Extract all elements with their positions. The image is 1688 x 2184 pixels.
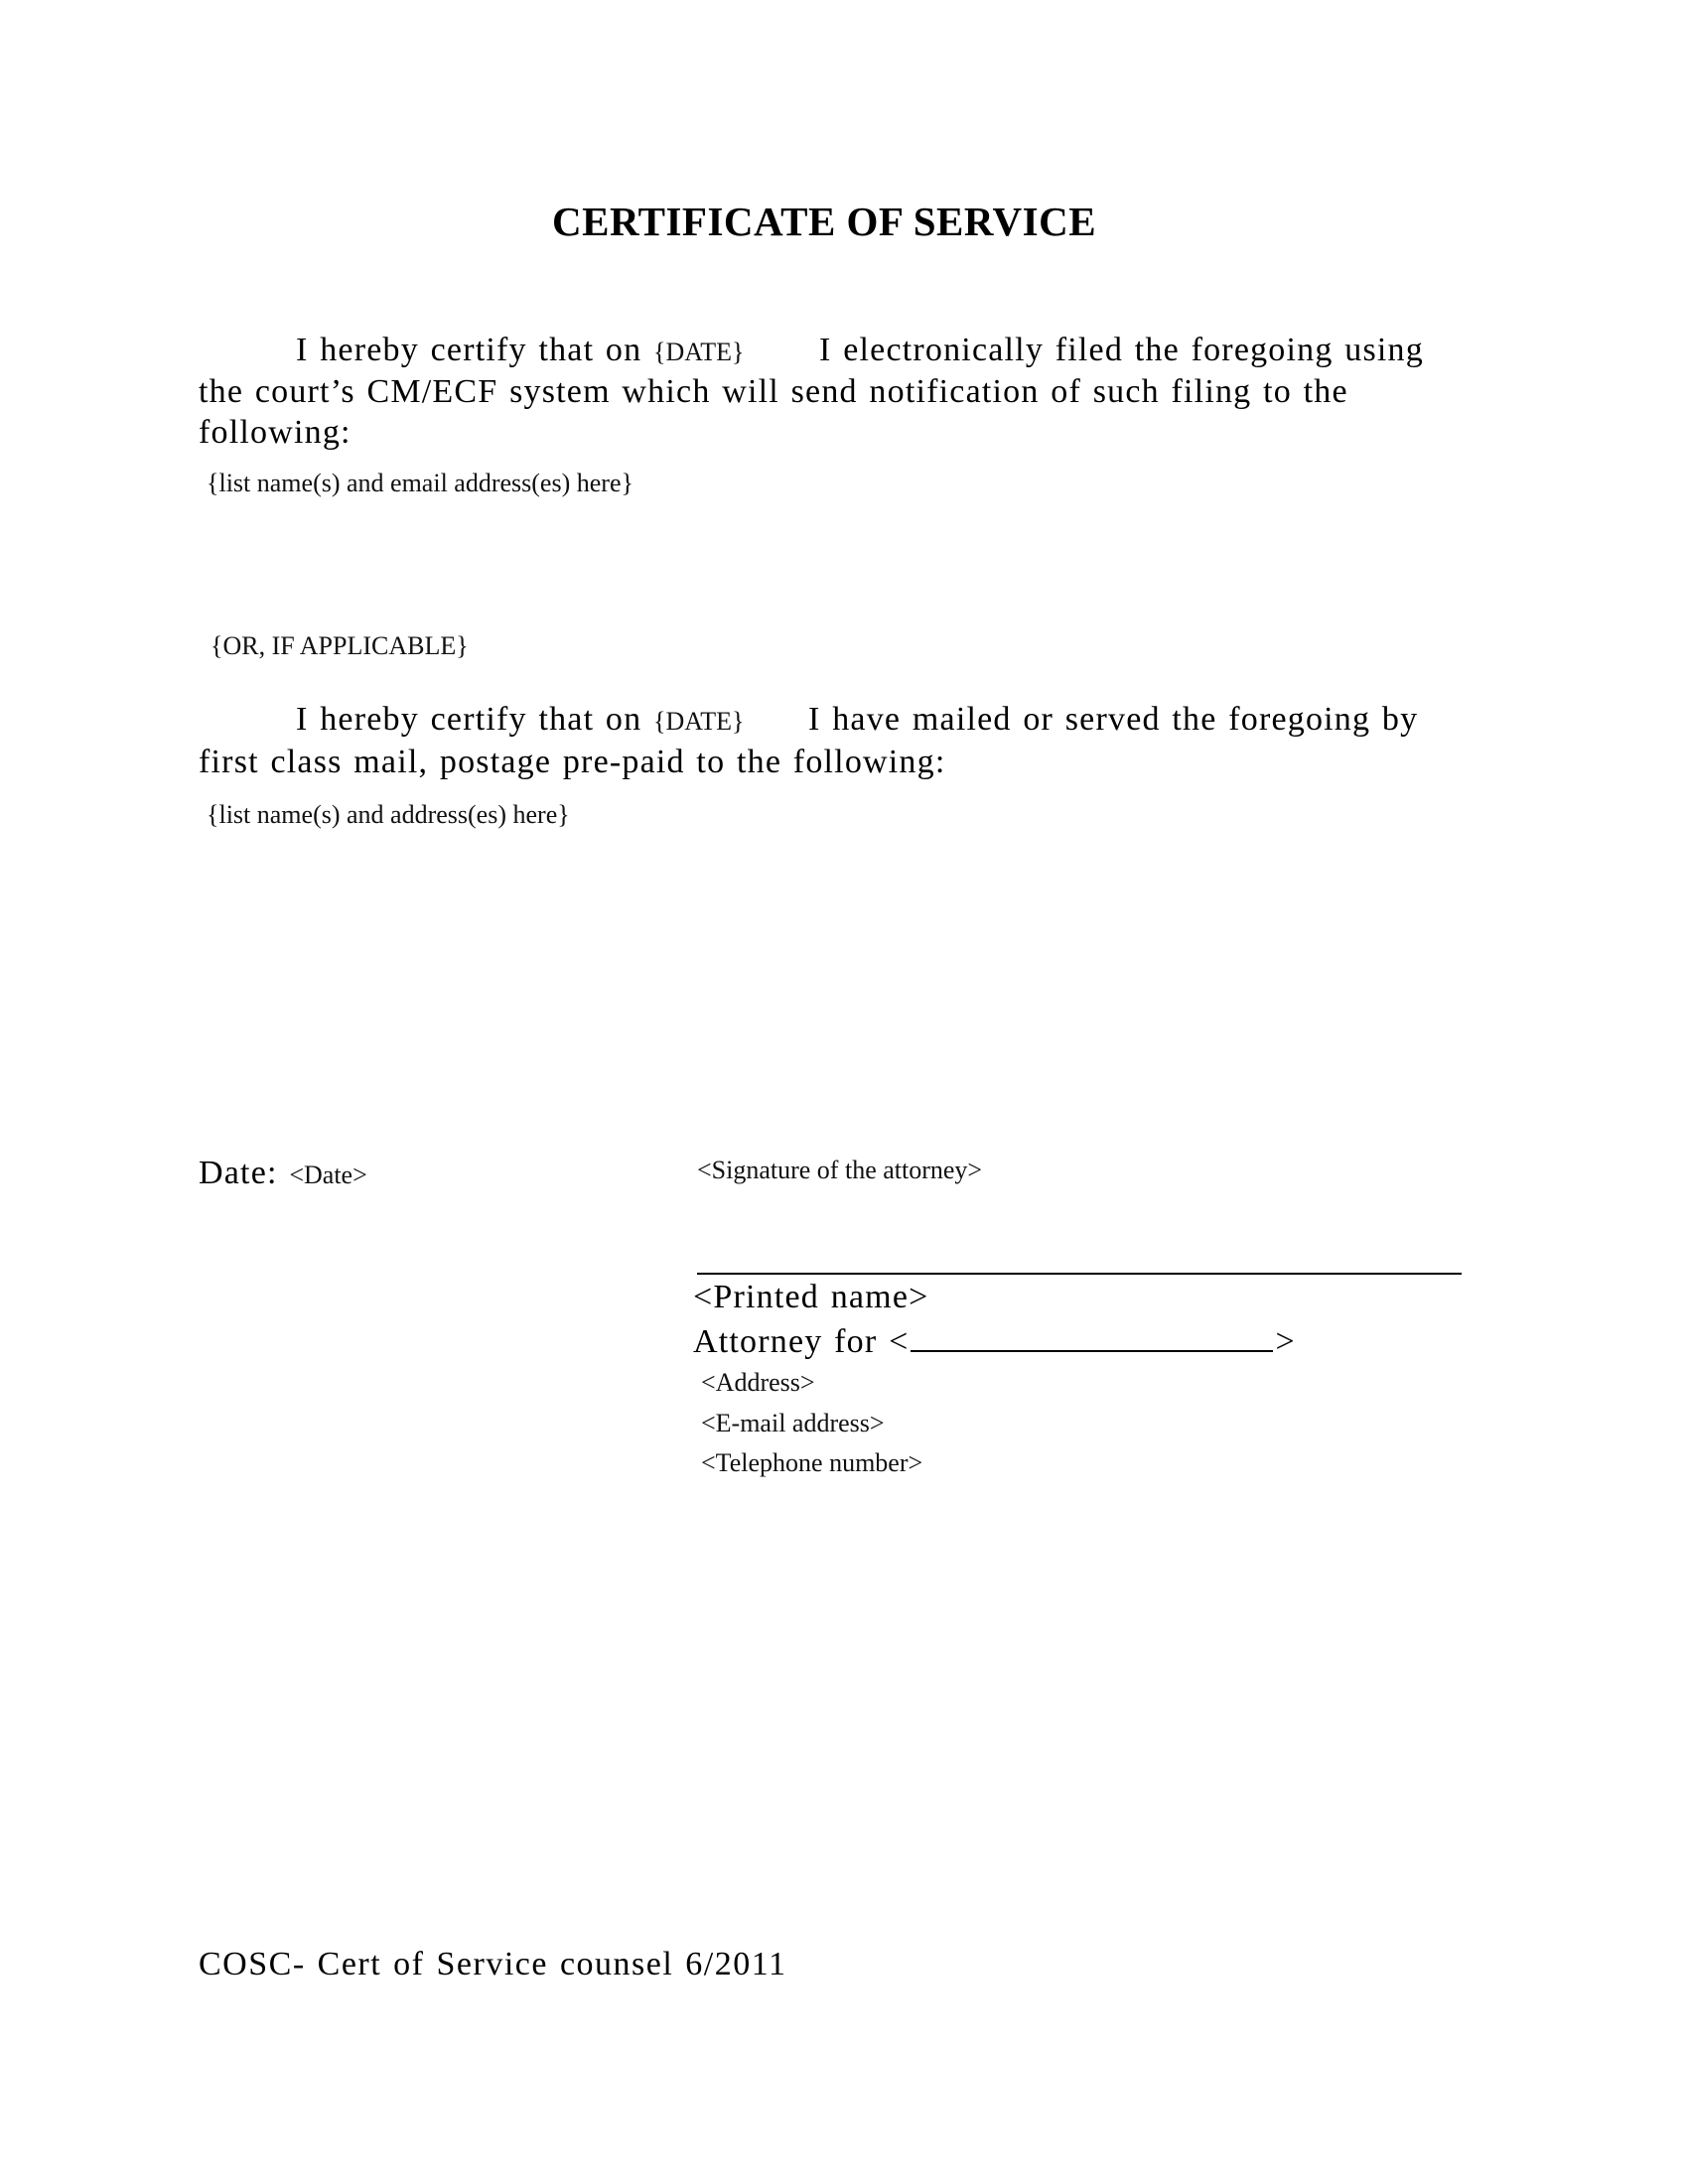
- mail-line-1: [296, 703, 744, 737]
- signature-placeholder[interactable]: <Signature of the attorney>: [697, 1156, 983, 1184]
- mail-date-placeholder[interactable]: {DATE}: [653, 707, 745, 736]
- footer-form-id: COSC- Cert of Service counsel 6/2011: [199, 1946, 787, 1982]
- electronic-line-3: following:: [199, 414, 352, 451]
- signature-line: [697, 1273, 1462, 1275]
- electronic-line1-prefix: I hereby certify that on: [296, 332, 642, 368]
- attorney-for-blank[interactable]: [911, 1322, 1273, 1352]
- attorney-for-label: Attorney for <: [693, 1323, 910, 1360]
- date-label: Date:: [199, 1155, 278, 1191]
- mail-line-2: first class mail, postage pre-paid to the following:: [199, 744, 946, 780]
- address-placeholder[interactable]: <Address>: [701, 1368, 815, 1397]
- attorney-for-line: [693, 1322, 1296, 1359]
- page-title: CERTIFICATE OF SERVICE: [552, 199, 1097, 244]
- electronic-line-2: the court’s CM/ECF system which will send notification of such filing to the: [199, 373, 1348, 410]
- electronic-recipient-list-placeholder[interactable]: {list name(s) and email address(es) here}: [207, 469, 633, 497]
- attorney-for-close: >: [1275, 1323, 1296, 1360]
- printed-name[interactable]: <Printed name>: [693, 1279, 929, 1315]
- mail-recipient-list-placeholder[interactable]: {list name(s) and address(es) here}: [207, 800, 570, 829]
- alternative-label: {OR, IF APPLICABLE}: [211, 631, 469, 660]
- email-placeholder[interactable]: <E-mail address>: [701, 1409, 885, 1437]
- telephone-placeholder[interactable]: <Telephone number>: [701, 1448, 923, 1477]
- mail-line-1-suffix: I have mailed or served the foregoing by: [808, 701, 1419, 738]
- date-line: [199, 1157, 367, 1190]
- electronic-line-1: [296, 334, 744, 367]
- mail-line1-prefix: I hereby certify that on: [296, 701, 642, 738]
- electronic-date-placeholder[interactable]: {DATE}: [653, 338, 745, 366]
- electronic-line-1-suffix: I electronically filed the foregoing using: [819, 332, 1424, 368]
- date-placeholder[interactable]: <Date>: [289, 1160, 367, 1189]
